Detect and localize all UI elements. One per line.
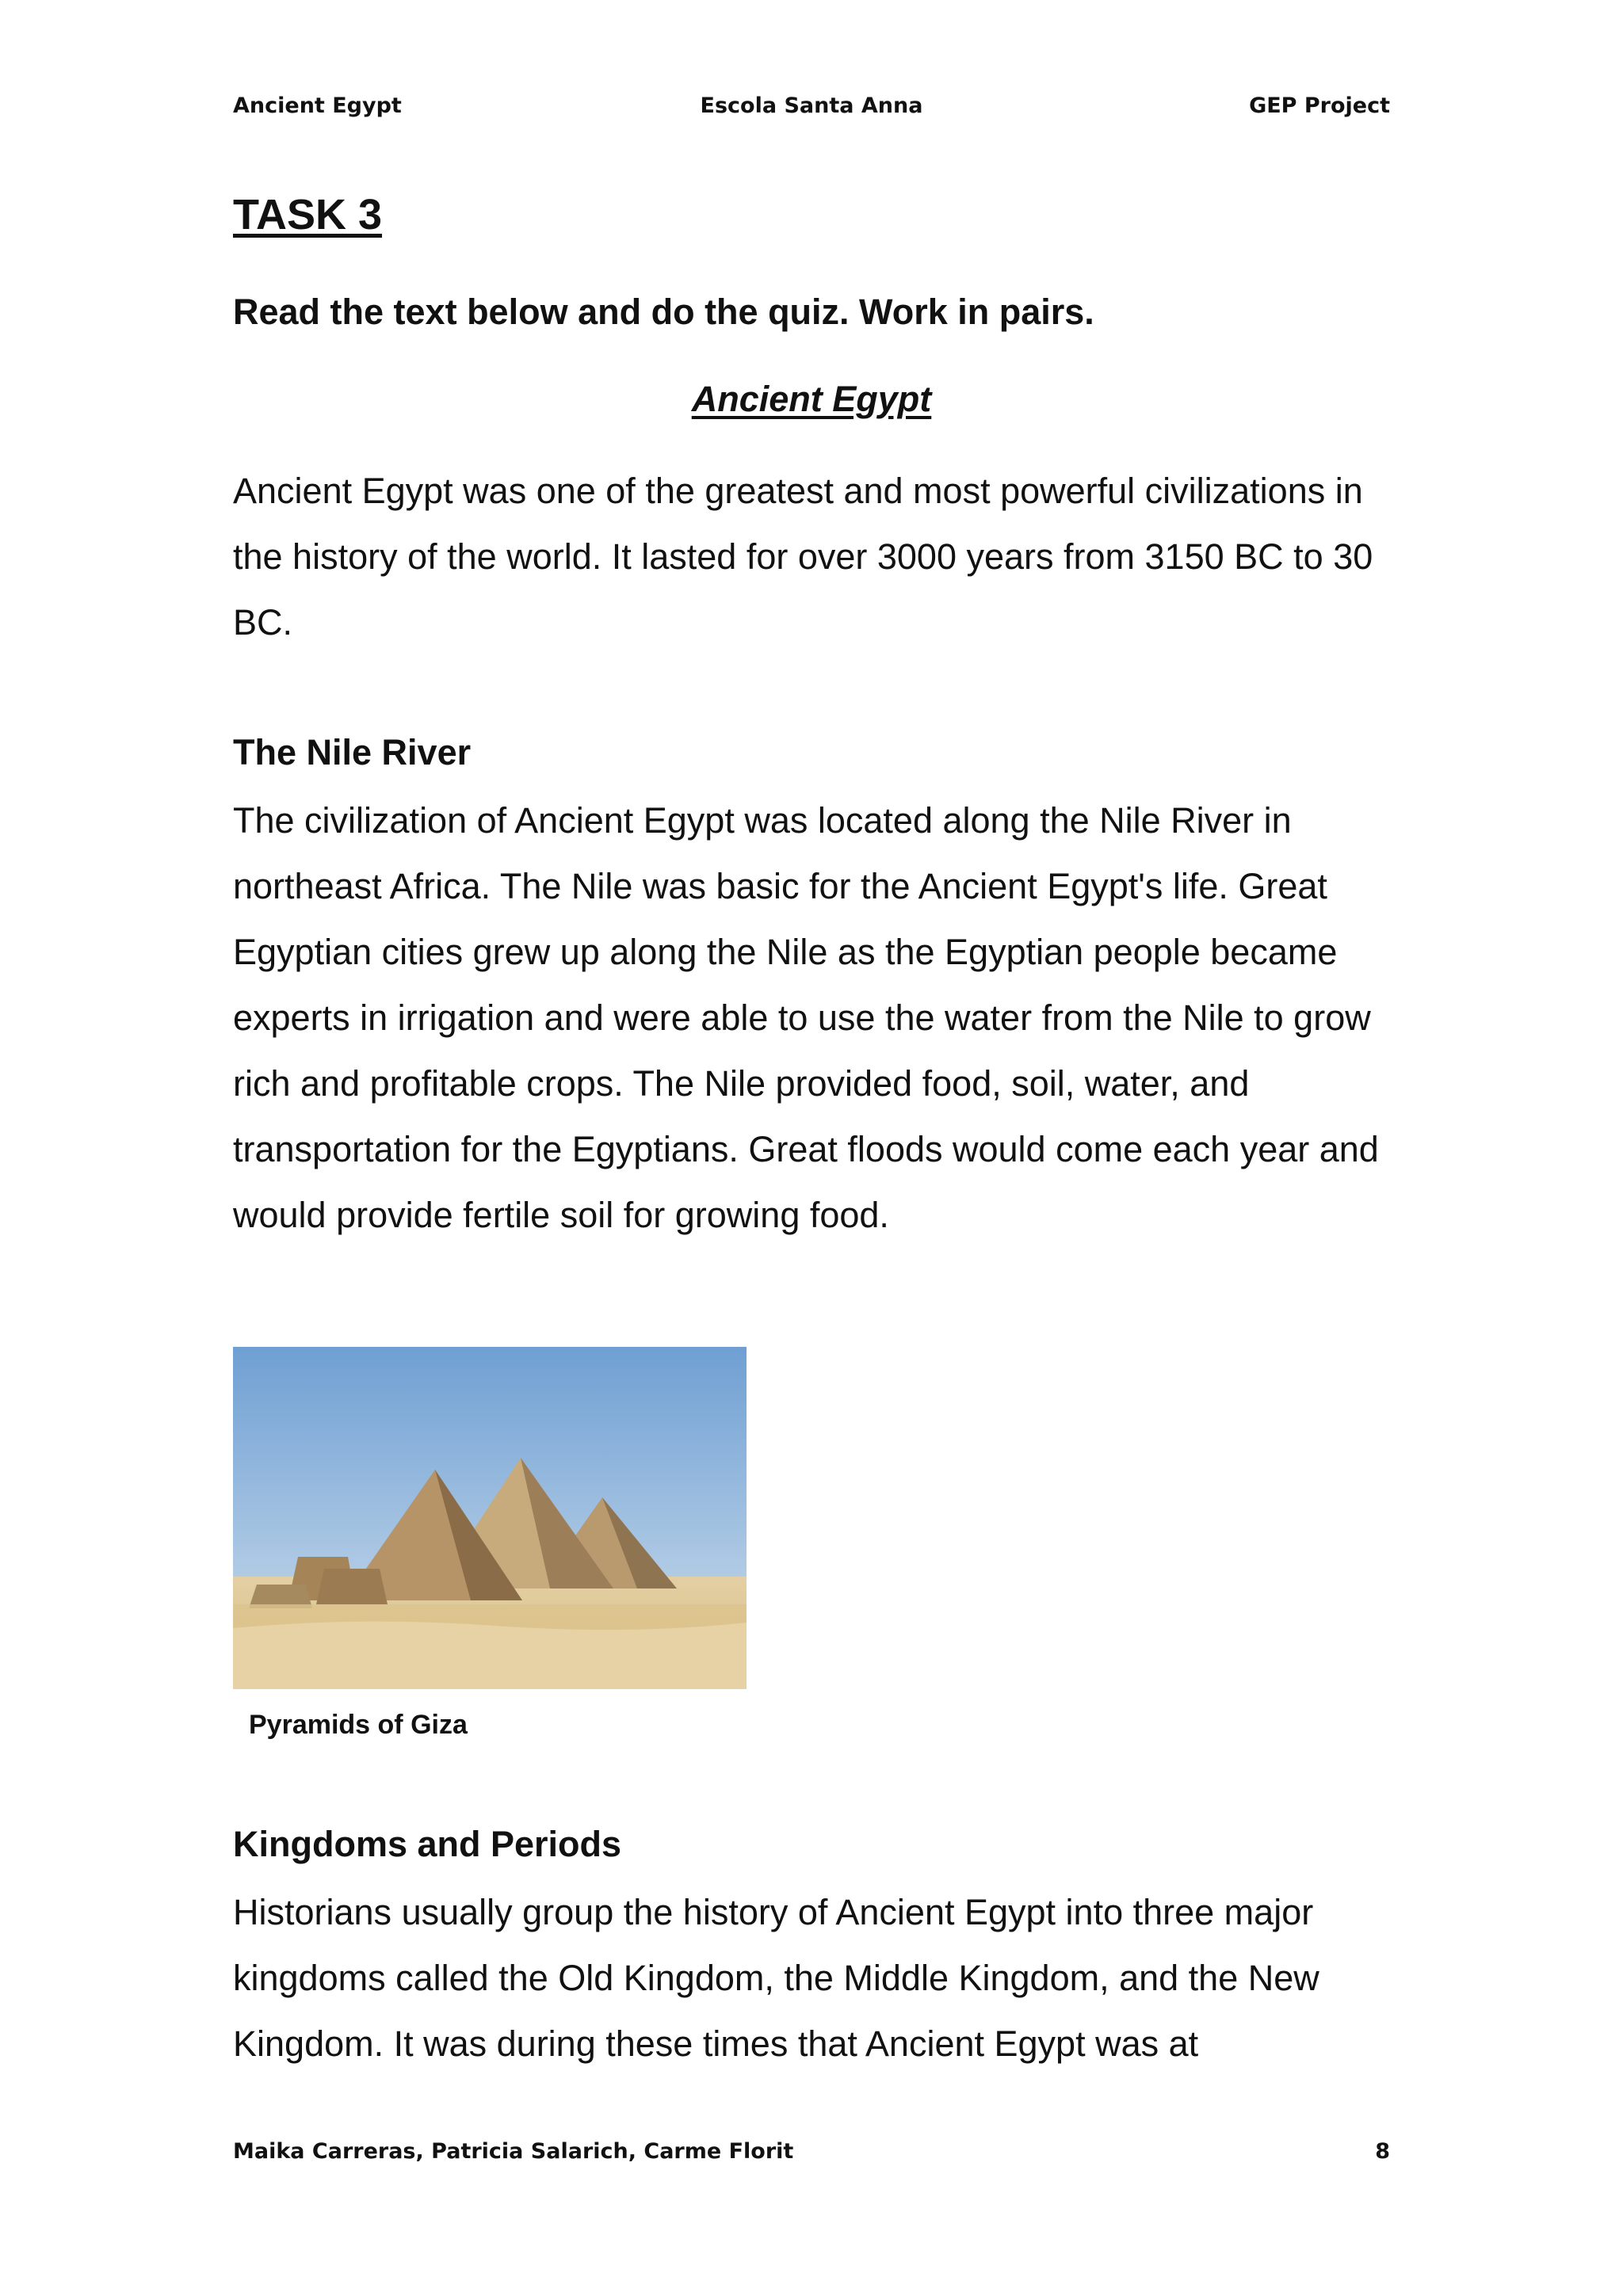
pyramids-photo [233, 1347, 747, 1689]
figure-caption: Pyramids of Giza [249, 1710, 468, 1740]
task-instruction: Read the text below and do the quiz. Work in pairs. [233, 292, 1094, 332]
footer-page-number: 8 [1375, 2139, 1390, 2164]
footer-authors: Maika Carreras, Patricia Salarich, Carme Florit [233, 2139, 794, 2164]
intro-paragraph: Ancient Egypt was one of the greatest and most powerful civilizations in the history of the world. It lasted for over 3000 years from 3150 BC to 30 BC. [233, 471, 1373, 643]
section-body-nile: The civilization of Ancient Egypt was located along the Nile River in northeast Africa. The Nile was basic for the Ancient Egypt's life. Great Egyptian cities grew up along the Nile as the Egyptian people became experts in irrigation and were able to use the water from the Nile to grow rich and profitable crops. The Nile provided food, soil, water, and transportation for the Egyptians. Great floods would come each year and would provide fertile soil for growing food. [233, 800, 1379, 1235]
task-title: TASK 3 [233, 191, 383, 238]
document-title: Ancient Egypt [691, 379, 932, 419]
section-body-kingdoms: Historians usually group the history of Ancient Egypt into three major kingdoms called the Old Kingdom, the Middle Kingdom, and the New Kingdom. It was during these times that Ancient Egypt was at [233, 1892, 1319, 2064]
pyramids-illustration [233, 1347, 747, 1689]
section-heading-nile: The Nile River [233, 732, 472, 772]
page-header [233, 93, 1390, 125]
section-heading-kingdoms: Kingdoms and Periods [233, 1824, 622, 1864]
header-right-text: GEP Project [1249, 93, 1390, 118]
header-left-text: Ancient Egypt [233, 93, 402, 118]
header-center-text: Escola Santa Anna [700, 93, 923, 118]
page-footer [233, 2139, 1390, 2171]
